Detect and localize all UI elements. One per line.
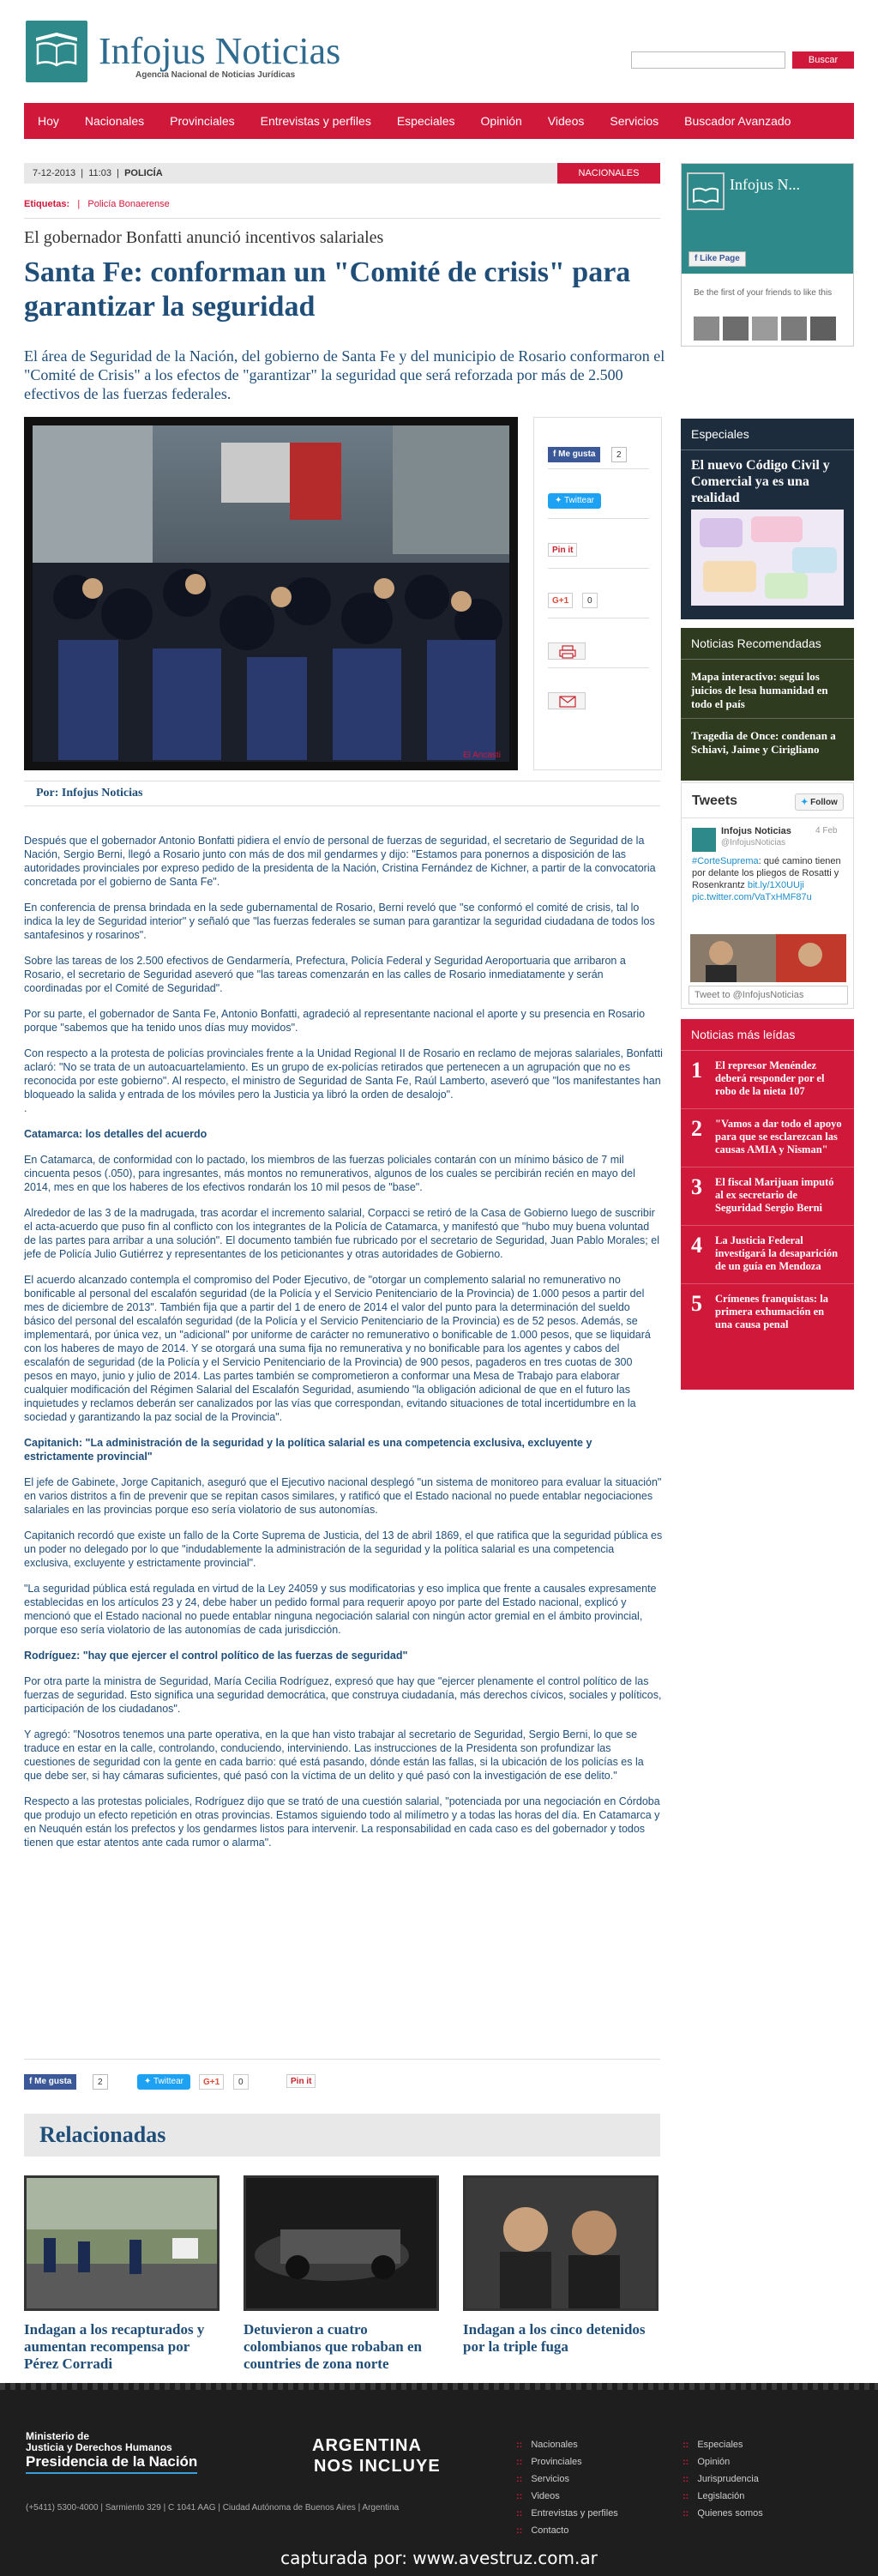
main-nav [24,103,854,139]
tweet-reply-input[interactable]: Tweet to @InfojusNoticias [689,986,848,1004]
tweet-hashtag[interactable]: #CorteSuprema [692,856,759,866]
masleidas-item[interactable] [681,1051,854,1109]
masleidas-text[interactable]: El represor Menéndez deberá responder por el robo de la nieta 107 [715,1059,825,1097]
especiales-title: Especiales [681,419,854,450]
facebook-count: 2 [93,2074,108,2090]
masleidas-box [681,1019,854,1390]
email-button[interactable] [548,692,586,709]
google-plus-count: 0 [233,2074,249,2090]
footer-link[interactable]: :: Entrevistas y perfiles [516,2505,618,2522]
footer-link[interactable]: :: Nacionales [516,2436,618,2453]
facebook-icon: f [695,254,698,263]
footer-stripe [0,2383,878,2390]
masleidas-number: 3 [691,1174,702,1199]
nav-item-servicios[interactable]: Servicios [610,114,659,128]
masleidas-number: 5 [691,1291,702,1316]
avatar[interactable] [692,828,716,852]
body-paragraph: Y agregó: "Nosotros tenemos una parte operativa, en la que han visto trabajar al secretario de Seguridad, Sergio Berni, lo que se traduce en estar en la calle, controlando, conduciendo, interviniendo. Las instrucciones de la Presidenta son profundizar las cuestiones de seguridad con la gente en cada barrio: qué está pasando, dónde están las fallas, si la ubicación de los policías es la que debe ser, si hay cámaras suficientes, qué pasó con la víctima de un delito y qué pasó con la investigación de ese delito." [24,1728,644,1782]
footer-link[interactable]: :: Opinión [683,2453,763,2470]
masleidas-number: 4 [691,1233,702,1258]
related-title[interactable]: Indagan a los recapturados y aumentan recompensa por Pérez Corradi [24,2321,205,2372]
masleidas-item[interactable] [681,1109,854,1167]
logo-icon [687,172,725,210]
body-paragraph: En Catamarca, de conformidad con lo pactado, los miembros de las fuerzas policiales contarán con un mínimo básico de 7 mil cincuenta pesos (.050), para ingresantes, más montos no remunerativos, algunos de los cuales se percibirán recién en mayo del 2014, mes en que los haberes de los efectivos rondarán los 10 mil pesos de "base". [24,1154,635,1193]
avatar[interactable] [723,317,749,341]
footer-presidencia[interactable]: Presidencia de la Nación [26,2453,197,2474]
twitter-button[interactable]: ✦ Twittear [137,2074,190,2090]
article-date: 7-12-2013 [33,168,76,178]
nav-item-nacionales[interactable]: Nacionales [84,114,145,128]
body-subheading: Catamarca: los detalles del acuerdo [24,1128,207,1140]
footer-link[interactable]: :: Provinciales [516,2453,618,2470]
divider [682,817,853,818]
related-card[interactable] [244,2175,439,2373]
facebook-like-button[interactable]: f Me gusta [548,447,600,462]
body-paragraph: El jefe de Gabinete, Jorge Capitanich, aseguró que el Ejecutivo nacional desplegó "un sistema de monitoreo para evaluar la situación" en varios distritos a fin de prevenir que se repitan casos similares, y ratificó que el Estado nacional no puede entablar negociaciones salariales en las provincias porque eso sería violatorio de sus autonomías. [24,1476,662,1516]
related-heading: Relacionadas [24,2114,660,2157]
print-button[interactable] [548,642,586,660]
related-thumbnail[interactable] [244,2175,439,2311]
footer-link[interactable]: :: Servicios [516,2470,618,2488]
facebook-like-button[interactable]: f Me gusta [24,2074,76,2090]
tweet-text: #CorteSuprema: qué camino tienen por delante los pliegos de Rosatti y Rosenkrantz bit.ly/1X0UUji pic.twitter.com/VaTxHMF87u [692,856,841,902]
recomendadas-item[interactable]: Tragedia de Once: condenan a Schiavi, Jaime y Cirigliano [691,729,836,756]
footer-link[interactable]: :: Legislación [683,2488,763,2505]
search-input[interactable] [631,51,785,69]
masleidas-text[interactable]: El fiscal Marijuan imputó al ex secretario de Seguridad Sergio Berni [715,1176,834,1214]
avatar[interactable] [781,317,807,341]
twitter-icon: ✦ [555,496,562,505]
body-paragraph: El acuerdo alcanzado contempla el compromiso del Poder Ejecutivo, de "otorgar un complemento salarial no remunerativo no bonificable al personal del escalafón seguridad (de la Policía y el Servicio Penitenciario de la Provincia) de 1.000 pesos a partir del mes de diciembre de 2013". También fija que a partir del 1 de enero de 2014 el valor del punto para la determinación del sueldo básico del personal del escalafón seguridad (de la Policía y el Servicio Penitenciario de la Provincia) es de 52 pesos. Además, se implementará, por única vez, un "adicional" por uniforme de carácter no remunerativo o bonificable de 1.000 pesos, que se liquidará con los haberes de mayo de 2014. Y se otorgará una suma fija no remunerativa y no bonificable para los agentes y cabos del escalafón de seguridad (de la Policía y el Servicio Penitenciario de la Provincia) de 900 pesos, pagaderos en tres cuotas de 300 pesos en mayo, junio y julio de 2014. Las partes también se comprometieron a conformar una Mesa de Trabajo para elaborar cualquier modificación del Régimen Salarial del Escalafón Seguridad, asumiendo "la obligación adicional de que en el futuro las inquietudes y reclamos deberán ser canalizados por las vías que correspondan, evitando situaciones de total incertidumbre en la sociedad y garantizando la paz social de la Provincia". [24,1274,651,1423]
site-subtitle: Agencia Nacional de Noticias Jurídicas [135,70,296,80]
footer-incluye-logo: NOS INCLUYE [314,2457,441,2476]
body-paragraph: Alrededor de las 3 de la madrugada, tras acordar el incremento salarial, Corpacci se retiró de la Casa de Gobierno luego de suscribir el acta-acuerdo que puso fin al conflicto con los integrantes de la Policía de Catamarca, y manifestó que "hubo muy buena voluntad de las partes para arribar a una solución". El documento también fue rubricado por el secretario de Seguridad, Juan Pablo Morales; el jefe de Policía Julio Gutiérrez y representantes de los peticionantes y otras autoridades de Gobierno. [24,1207,659,1260]
masleidas-item[interactable] [681,1226,854,1284]
masleidas-number: 1 [691,1058,702,1083]
pinterest-button[interactable]: Pin it [286,2074,316,2088]
article-kicker: El gobernador Bonfatti anunció incentivos salariales [24,228,384,247]
divider [24,2059,660,2060]
tag-link[interactable]: Policía Bonaerense [87,199,170,209]
body-paragraph: Capitanich recordó que existe un fallo de la Corte Suprema de Justicia, del 13 de abril 1869, el que ratifica que la seguridad pública es un poder no delegado por lo que "indudablemente la administración de la seguridad y la política salarial es una competencia exclusiva, excluyente y estrictamente provincial". [24,1529,663,1569]
body-subheading: Capitanich: "La administración de la seguridad y la política salarial es una competencia exclusiva, excluyente y estrictamente provincial" [24,1437,592,1463]
especiales-box [681,419,854,619]
article-time: 11:03 [88,168,111,178]
especiales-item[interactable]: El nuevo Código Civil y Comercial ya es una realidad [691,458,830,505]
footer-links-col2 [683,2436,763,2522]
masleidas-text[interactable]: "Vamos a dar todo el apoyo para que se esclarezcan las causas AMIA y Nisman" [715,1118,842,1155]
related-thumbnail[interactable] [24,2175,220,2311]
search-button[interactable]: Buscar [792,51,854,69]
tweets-title[interactable]: Tweets [692,793,738,808]
avatar[interactable] [752,317,778,341]
footer-link[interactable]: :: Contacto [516,2522,618,2539]
related-card[interactable] [463,2175,658,2356]
twitter-button[interactable]: ✦ Twittear [548,493,601,509]
body-paragraph: Con respecto a la protesta de policías provinciales frente a la Unidad Regional II de Rosario en reclamo de mejoras salariales, Bonfatti aclaró: "No se trata de un autoacuartelamiento. Es un grupo de ex-policías retirados que pertenecen a un agrupación que no es reconocida por este gobierno". Al respecto, el ministro de Seguridad de Santa Fe, Raúl Lamberto, aseveró que "los manifestantes han bloqueado la salida y entrada de los móviles pero la Justicia ya libró la orden de desalojo". . [24,1047,663,1114]
footer-address: (+5411) 5300-4000 | Sarmiento 329 | C 1041 AAG | Ciudad Autónoma de Buenos Aires | Argentina [26,2503,400,2513]
nav-item-especiales[interactable]: Especiales [396,114,455,128]
body-paragraph: Respecto a las protestas policiales, Rodríguez dijo que se trató de una cuestión salarial, "potenciada por una negociación en Córdoba que produjo un efecto repetición en otras provincias. Estamos siguiendo todo al milímetro y a todas las horas del día. En Catamarca y en Neuquén están los prefectos y los gendarmes listos para intervenir. La responsabilidad en cada caso es del gobernador y todos tienen que estar atentos ante cada rumor o alarma". [24,1795,660,1849]
body-paragraph: Por su parte, el gobernador de Santa Fe, Antonio Bonfatti, agradeció al representante nacional el aporte y su presencia en Rosario porque "sabemos que ha tenido unos días muy movidos". [24,1008,646,1034]
masleidas-text[interactable]: Crímenes franquistas: la primera exhumación en una causa penal [715,1293,828,1330]
body-subheading: Rodríguez: "hay que ejercer el control político de las fuerzas de seguridad" [24,1650,408,1662]
masleidas-number: 2 [691,1116,702,1141]
share-bar-bottom [24,2074,660,2096]
google-plus-button[interactable]: G+1 [199,2074,224,2090]
envelope-icon [549,693,586,710]
avatar[interactable] [810,317,836,341]
google-plus-count: 0 [582,593,598,608]
recomendadas-item[interactable]: Mapa interactivo: seguí los juicios de lesa humanidad en todo el país [681,660,854,719]
twitter-icon: ✦ [144,2077,152,2086]
article-author: Por: Infojus Noticias [24,781,660,806]
share-panel [533,417,662,770]
nav-item-videos[interactable]: Videos [547,114,585,128]
related-card[interactable] [24,2175,220,2373]
article-headline: Santa Fe: conforman un "Comité de crisis" para garantizar la seguridad [24,256,631,323]
nav-item-provinciales[interactable]: Provinciales [170,114,235,128]
tags-row: Etiquetas: | Policía Bonaerense [24,199,170,209]
body-paragraph: En conferencia de prensa brindada en la sede gubernamental de Rosario, Berni reveló que "se conformó el comité de crisis, tal lo indica la ley de Seguridad interior" y señaló que "las fuerzas federales se suman para garantizar la seguridad ciudadana de todos los santafesinos y rosarinos". [24,902,655,941]
google-plus-button[interactable]: G+1 [548,593,573,608]
twitter-icon: ✦ [801,798,809,807]
facebook-page-widget [681,163,854,347]
body-paragraph: Por otra parte la ministra de Seguridad, María Cecilia Rodríguez, expresó que hay que "ejercer plenamente el control político de las fuerzas de seguridad. Esto significa una seguridad democrática, que construya ciudadanía, más derechos cívicos, sociales y políticos, participación de los ciudadanos". [24,1675,662,1715]
tags-label: Etiquetas: [24,199,70,209]
masleidas-title: Noticias más leídas [681,1019,854,1051]
facebook-faces [694,317,836,341]
footer-link[interactable]: :: Jurisprudencia [683,2470,763,2488]
article-lead: El área de Seguridad de la Nación, del gobierno de Santa Fe y del municipio de Rosario conformaron el "Comité de Crisis" a los efectos de "garantizar" la seguridad que será reforzada por más de 2.500 efectivos de las fuerzas federales. [24,347,665,402]
body-paragraph: "La seguridad pública está regulada en virtud de la Ley 24059 y sus modificatorias y eso implica que frente a causales expresamente establecidas en los artículos 23 y 24, debe haber un pedido formal para requerir apoyo por parte del Estado nacional, explicó y mencionó que el Estado nacional no puede entablar ninguna negociación salarial con ningún actor gremial en el ámbito provincial, porque eso sería violatorio de las autonomías de cada jurisdicción. [24,1583,657,1636]
printer-icon [549,643,586,661]
related-thumbnail[interactable] [463,2175,658,2311]
footer-argentina-logo: ARGENTINA [312,2436,422,2455]
footer-links-col1 [516,2436,618,2539]
pinterest-button[interactable]: Pin it [548,543,577,557]
nav-item-opinion[interactable]: Opinión [480,114,522,128]
related-title[interactable]: Detuvieron a cuatro colombianos que robaban en countries de zona norte [244,2321,422,2372]
nav-item-entrevistas[interactable]: Entrevistas y perfiles [260,114,371,128]
article-category[interactable]: POLICÍA [124,168,163,178]
tweet-handle[interactable]: @InfojusNoticias [721,838,786,848]
facebook-page-name[interactable]: Infojus N... [730,176,800,193]
nav-item-buscador-avanzado[interactable]: Buscador Avanzado [684,114,791,128]
article-meta: 7-12-2013 | 11:03 | POLICÍA [24,163,660,184]
masleidas-text[interactable]: La Justicia Federal investigará la desaparición de un guía en Mendoza [715,1234,839,1272]
facebook-friends-text: Be the first of your friends to like this [694,288,833,298]
divider [24,218,660,219]
body-paragraph: Sobre las tareas de los 2.500 efectivos de Gendarmería, Prefectura, Policía Federal y Seguridad Aeroportuaria que arribaron a Rosario, el secretario de Seguridad aseveró que "las tareas comenzarán en las calles de Rosario inmediatamente y serán coordinadas por el Comité de Seguridad". [24,955,626,994]
related-title[interactable]: Indagan a los cinco detenidos por la triple fuga [463,2321,646,2355]
footer-link[interactable]: :: Especiales [683,2436,763,2453]
tweet-date[interactable]: 4 Feb [815,826,838,836]
tweet-link[interactable]: bit.ly/1X0UUji pic.twitter.com/VaTxHMF87u [692,880,812,902]
twitter-widget [681,782,854,1009]
article-photo [24,417,518,770]
nav-item-hoy[interactable]: Hoy [38,114,59,128]
body-paragraph: Después que el gobernador Antonio Bonfatti pidiera el envío de personal de fuerzas de seguridad, el secretario de Seguridad de la Nación, Sergio Berni, llegó a Rosario junto con más de dos mil gendarmes y dijo: "Estamos para ponernos a disposición de las autoridades provinciales por expreso pedido de la presidenta de la Nación, Cristina Fernández de Kichner, a partir de la convocatoria concretada por el gobierno de Santa Fe". [24,835,656,888]
recomendadas-title: Noticias Recomendadas [681,628,854,660]
footer-link[interactable]: :: Videos [516,2488,618,2505]
facebook-icon: f [553,449,556,459]
article-body [24,834,664,1861]
footer-ministry[interactable]: Ministerio de Justicia y Derechos Humanos [26,2430,172,2453]
photo-credit: El Ancasti [463,751,501,760]
footer-link[interactable]: :: Quienes somos [683,2505,763,2522]
site-title[interactable]: Infojus Noticias [99,30,341,72]
facebook-icon: f [29,2077,33,2086]
avatar[interactable] [694,317,719,341]
logo-icon[interactable] [26,21,87,82]
twitter-follow-button[interactable]: ✦ Follow [795,793,844,811]
masleidas-item[interactable] [681,1167,854,1226]
capture-caption: capturada por: www.avestruz.com.ar [280,2548,598,2568]
recomendadas-box [681,628,854,781]
facebook-like-page-button[interactable]: f Like Page [689,251,746,267]
facebook-count: 2 [611,447,627,462]
masleidas-item[interactable] [681,1284,854,1342]
section-badge[interactable]: NACIONALES [557,163,660,184]
tweet-photos[interactable] [690,934,846,982]
tweet-author[interactable]: Infojus Noticias [721,826,791,836]
especiales-image[interactable] [691,510,844,606]
